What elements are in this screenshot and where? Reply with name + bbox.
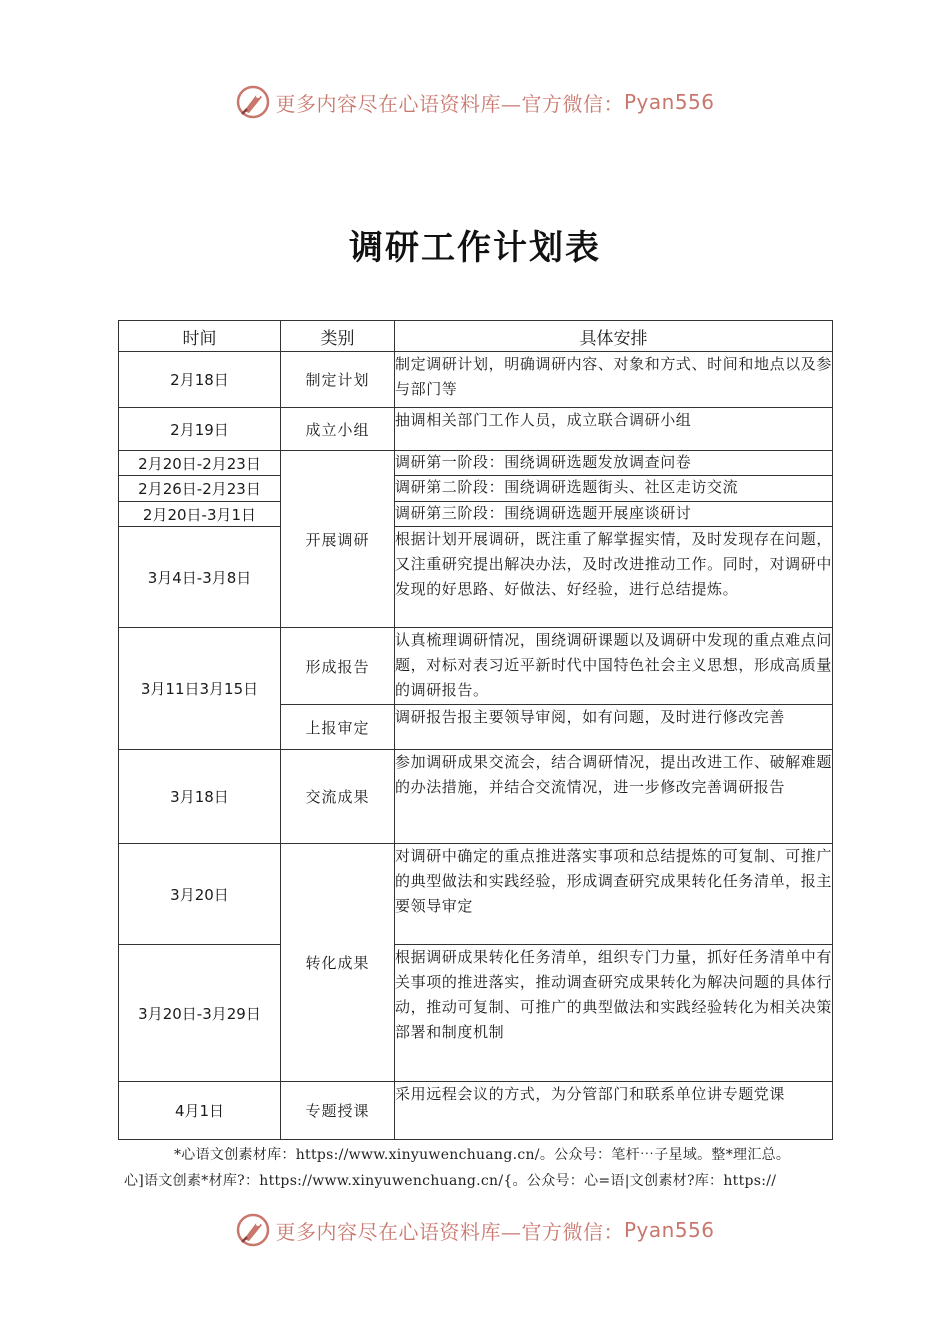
pen-nib-logo-icon [235, 84, 271, 120]
time-cell: 3月11日3月15日 [119, 628, 281, 750]
footer-note-line-2: 心]语文创素*材库?：https://www.xinyuwenchuang.cn/{。公众号：心=语|文创素材?库：https:// [124, 1173, 777, 1189]
table-header-row [119, 321, 833, 352]
detail-cell: 调研报告报主要领导审阅，如有问题，及时进行修改完善 [395, 705, 833, 750]
category-cell: 形成报告 [281, 628, 395, 705]
table-row [119, 502, 833, 527]
table-row [119, 945, 833, 1082]
time-cell: 3月4日-3月8日 [119, 527, 281, 628]
detail-cell: 调研第二阶段：围绕调研选题街头、社区走访交流 [395, 476, 833, 502]
top-banner [0, 82, 950, 122]
pen-nib-logo-icon [235, 1212, 271, 1248]
time-cell: 3月20日 [119, 844, 281, 945]
detail-cell: 根据计划开展调研，既注重了解掌握实情，及时发现存在问题，又注重研究提出解决办法，及时改进推动工作。同时，对调研中发现的好思路、好做法、好经验，进行总结提炼。 [395, 527, 833, 628]
header-detail: 具体安排 [395, 321, 833, 352]
time-cell: 2月20日-2月23日 [119, 451, 281, 476]
plan-table [118, 320, 833, 1140]
time-cell: 2月26日-2月23日 [119, 476, 281, 502]
bottom-banner [0, 1210, 950, 1250]
detail-cell: 抽调相关部门工作人员，成立联合调研小组 [395, 408, 833, 451]
category-cell: 上报审定 [281, 705, 395, 750]
banner-account: Pyan556 [623, 1218, 715, 1242]
table-row [119, 1082, 833, 1140]
category-cell: 开展调研 [281, 451, 395, 628]
time-cell: 4月1日 [119, 1082, 281, 1140]
table-row [119, 750, 833, 844]
category-cell: 制定计划 [281, 352, 395, 408]
time-cell: 3月18日 [119, 750, 281, 844]
table-row [119, 628, 833, 705]
time-cell: 2月20日-3月1日 [119, 502, 281, 527]
category-cell: 转化成果 [281, 844, 395, 1082]
banner-text: 更多内容尽在心语资料库—官方微信： [275, 1219, 624, 1244]
banner-text: 更多内容尽在心语资料库—官方微信： [275, 91, 624, 116]
table-row [119, 476, 833, 502]
detail-cell: 调研第三阶段：围绕调研选题开展座谈研讨 [395, 502, 833, 527]
detail-cell: 对调研中确定的重点推进落实事项和总结提炼的可复制、可推广的典型做法和实践经验，形成调查研究成果转化任务清单，报主要领导审定 [395, 844, 833, 945]
table-row [119, 408, 833, 451]
detail-cell: 调研第一阶段：围绕调研选题发放调查问卷 [395, 451, 833, 476]
table-row [119, 352, 833, 408]
category-cell: 成立小组 [281, 408, 395, 451]
detail-cell: 参加调研成果交流会，结合调研情况，提出改进工作、破解难题的办法措施，并结合交流情况，进一步修改完善调研报告 [395, 750, 833, 844]
time-cell: 2月19日 [119, 408, 281, 451]
detail-cell: 制定调研计划，明确调研内容、对象和方式、时间和地点以及参与部门等 [395, 352, 833, 408]
header-category: 类别 [281, 321, 395, 352]
table-row [119, 451, 833, 476]
detail-cell: 采用远程会议的方式，为分管部门和联系单位讲专题党课 [395, 1082, 833, 1140]
header-time: 时间 [119, 321, 281, 352]
table-row [119, 844, 833, 945]
time-cell: 2月18日 [119, 352, 281, 408]
page-title: 调研工作计划表 [349, 228, 601, 268]
banner-account: Pyan556 [623, 90, 715, 114]
detail-cell: 认真梳理调研情况，围绕调研课题以及调研中发现的重点难点问题，对标对表习近平新时代中国特色社会主义思想，形成高质量的调研报告。 [395, 628, 833, 705]
detail-cell: 根据调研成果转化任务清单，组织专门力量，抓好任务清单中有关事项的推进落实，推动调查研究成果转化为解决问题的具体行动，推动可复制、可推广的典型做法和实践经验转化为相关决策部署和制度机制 [395, 945, 833, 1082]
footer-note-line-1: *心语文创素材库：https://www.xinyuwenchuang.cn/。公众号：笔杆⋯子星域。整*理汇总。 [174, 1147, 791, 1163]
table-row [119, 527, 833, 628]
category-cell: 专题授课 [281, 1082, 395, 1140]
category-cell: 交流成果 [281, 750, 395, 844]
time-cell: 3月20日-3月29日 [119, 945, 281, 1082]
